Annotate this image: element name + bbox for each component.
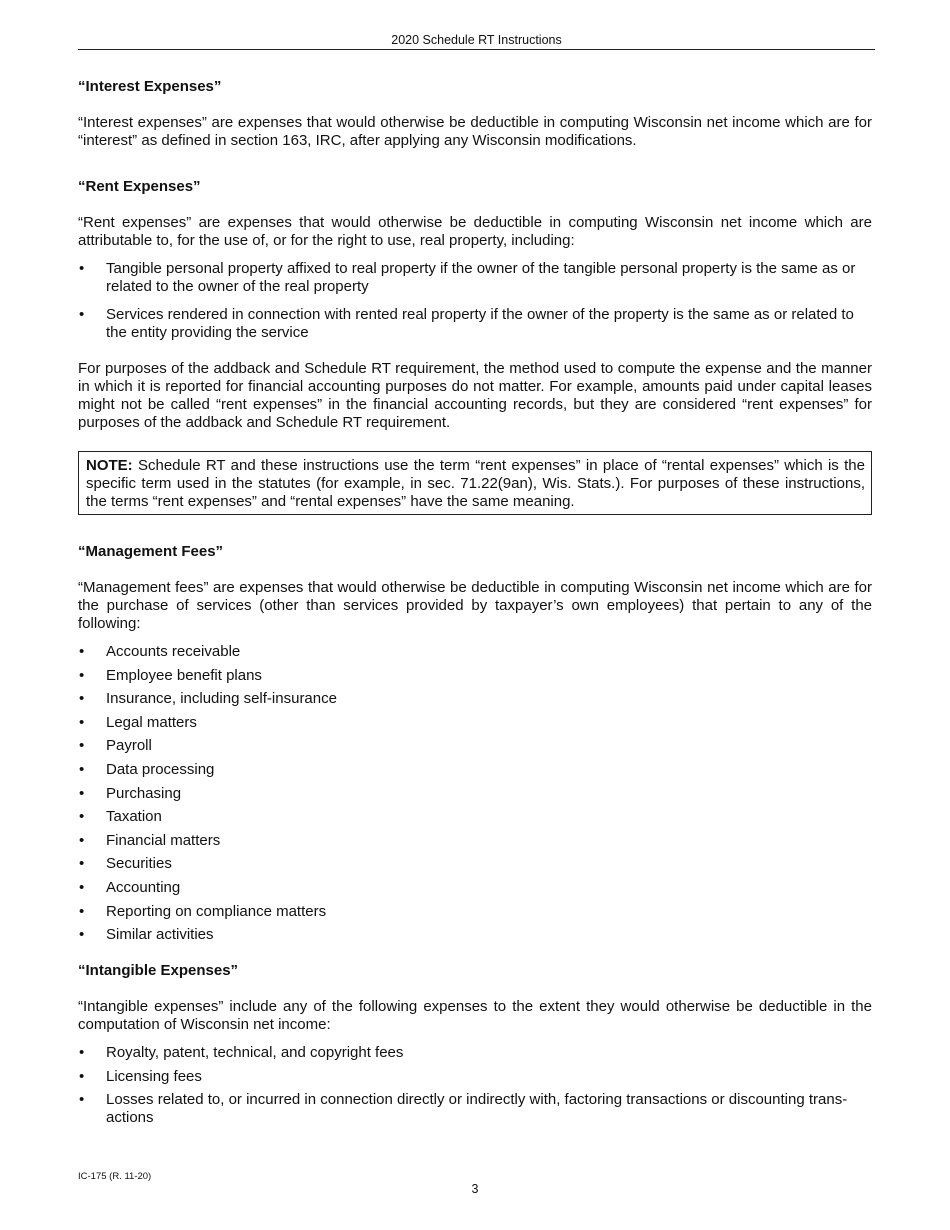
content [78, 78, 872, 1127]
intangible-list [78, 1044, 872, 1127]
note-box [78, 451, 872, 515]
list-item: • Legal matters [78, 714, 872, 732]
list-item: • Taxation [78, 808, 872, 826]
list-item: • Securities [78, 855, 872, 873]
management-list [78, 643, 872, 944]
list-item: • Royalty, patent, technical, and copyright fees [78, 1044, 872, 1062]
list-item: • Data processing [78, 761, 872, 779]
intangible-heading: “Intangible Expenses” [78, 962, 239, 980]
intangible-body: “Intangible expenses” include any of the following expenses to the extent they would otherwise be deductible in the computation of Wisconsin net income: [78, 998, 872, 1034]
rent-list [78, 260, 872, 342]
list-item: • Similar activities [78, 926, 872, 944]
running-header: 2020 Schedule RT Instructions [78, 33, 875, 50]
management-body: “Management fees” are expenses that would otherwise be deductible in computing Wisconsin net income which are for the purchase of services (other than services provided by taxpayer’s own employees) that pertain to any of the following: [78, 579, 872, 632]
page-number: 3 [471, 1182, 479, 1196]
list-item: • Accounting [78, 879, 872, 897]
interest-heading: “Interest Expenses” [78, 78, 222, 95]
interest-body: “Interest expenses” are expenses that would otherwise be deductible in computing Wisconsin net income which are for “interest” as defined in section 163, IRC, after applying any Wisconsin modifications. [78, 114, 872, 149]
rent-heading: “Rent Expenses” [78, 178, 201, 195]
note-label: NOTE: [86, 457, 133, 474]
list-item: • Financial matters [78, 832, 872, 850]
list-item: • Losses related to, or incurred in connection directly or indirectly with, factoring transactions or discounting trans-actions [78, 1091, 872, 1127]
list-item: • Payroll [78, 737, 872, 755]
list-item: • Services rendered in connection with rented real property if the owner of the property is the same as or related to the entity providing the service [78, 306, 872, 342]
list-item: • Reporting on compliance matters [78, 903, 872, 921]
management-heading: “Management Fees” [78, 543, 224, 560]
list-item: • Insurance, including self-insurance [78, 690, 872, 708]
list-item: • Licensing fees [78, 1068, 872, 1086]
list-item: • Tangible personal property affixed to real property if the owner of the tangible personal property is the same as or related to the owner of the real property [78, 260, 872, 296]
rent-body-2: For purposes of the addback and Schedule RT requirement, the method used to compute the expense and the manner in which it is reported for financial accounting purposes do not matter. For example, amounts paid under capital leases might not be called “rent expenses” in the financial accounting records, but they are considered “rent expenses” for purposes of the addback and Schedule RT requirement. [78, 360, 872, 431]
list-item: • Accounts receivable [78, 643, 872, 661]
rent-body: “Rent expenses” are expenses that would otherwise be deductible in computing Wisconsin net income which are attributable to, for the use of, or for the right to use, real property, including: [78, 214, 872, 249]
list-item: • Employee benefit plans [78, 667, 872, 685]
list-item: • Purchasing [78, 785, 872, 803]
form-code: IC-175 (R. 11-20) [78, 1171, 152, 1182]
note-text: Schedule RT and these instructions use the term “rent expenses” in place of “rental expenses” which is the specific term used in the statutes (for example, in sec. 71.22(9an), Wis. Stats.). For purposes of these instructions, the terms “rent expenses” and “rental expenses” have the same meaning. [86, 457, 865, 510]
